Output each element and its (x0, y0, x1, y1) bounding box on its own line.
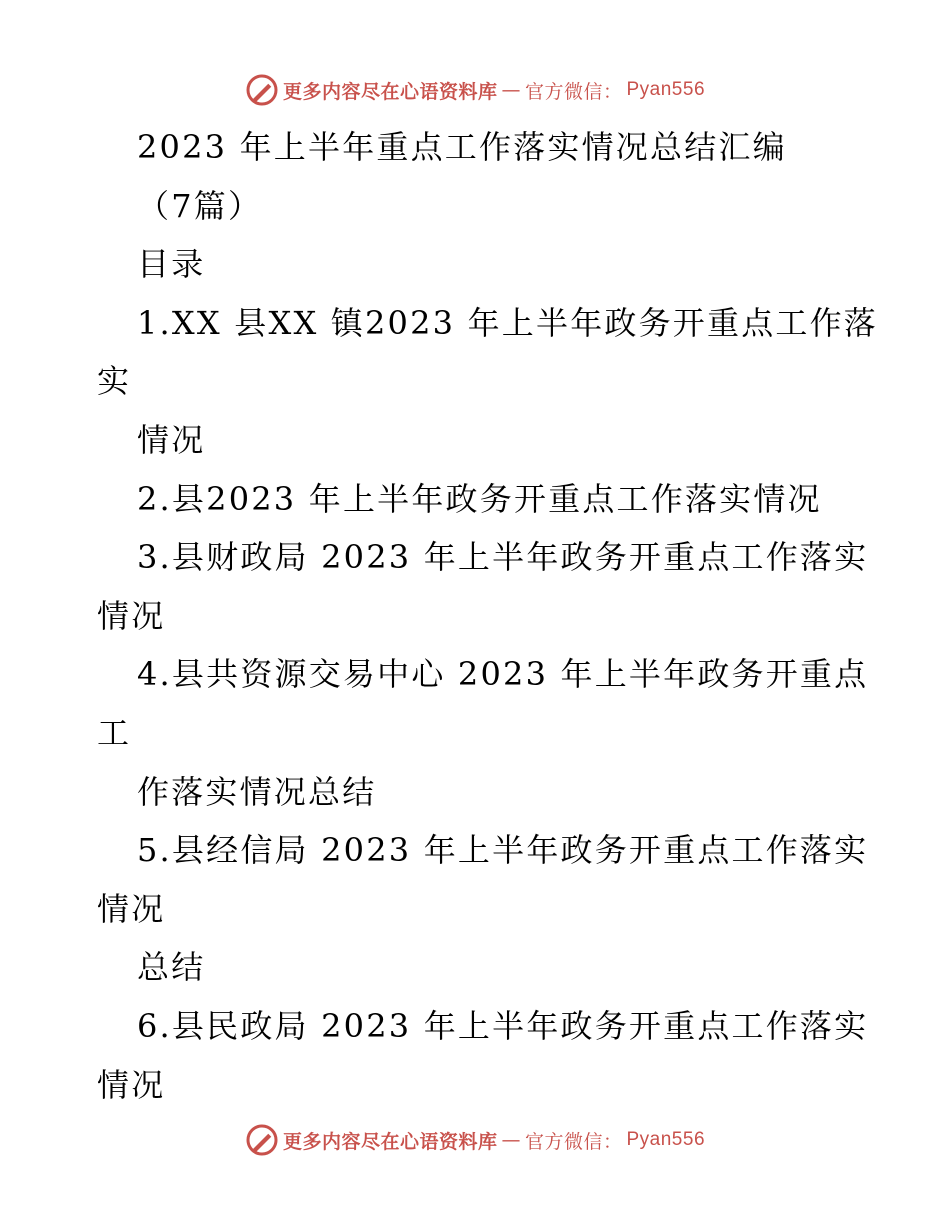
watermark-label: 更多内容尽在心语资料库 (282, 1130, 498, 1153)
document-line: （7篇） (137, 186, 263, 225)
watermark-dash: — (501, 1129, 521, 1151)
document-line: 情况 (97, 889, 166, 928)
document-body (97, 118, 879, 1114)
watermark-dash: — (501, 79, 521, 101)
document-line: 情况 (97, 596, 166, 635)
watermark-header (0, 70, 950, 110)
watermark-wechat-prefix: 官方微信： (524, 80, 623, 103)
document-line: 情况 (97, 1065, 166, 1104)
document-line: 目录 (137, 245, 206, 284)
document-line: 5.县经信局 2023 年上半年政务开重点工作落实 (137, 831, 869, 870)
document-line: 2023 年上半年重点工作落实情况总结汇编 (137, 128, 787, 166)
watermark-wechat-id: Pyan556 (626, 1129, 706, 1150)
document-line: 情况 (137, 420, 206, 459)
pen-logo-icon (245, 1123, 279, 1157)
watermark-wechat-id: Pyan556 (626, 79, 706, 100)
document-line: 3.县财政局 2023 年上半年政务开重点工作落实 (137, 538, 869, 577)
document-line: 工 (97, 713, 132, 752)
document-line: 作落实情况总结 (137, 772, 377, 811)
document-line: 实 (97, 362, 132, 401)
watermark-label: 更多内容尽在心语资料库 (282, 80, 498, 103)
document-line: 1.XX 县XX 镇2023 年上半年政务开重点工作落 (137, 303, 879, 342)
document-line: 总结 (137, 948, 206, 987)
watermark-footer (0, 1120, 950, 1160)
document-line: 6.县民政局 2023 年上半年政务开重点工作落实 (137, 1006, 869, 1045)
document-line: 2.县2023 年上半年政务开重点工作落实情况 (137, 479, 822, 518)
pen-logo-icon (245, 73, 279, 107)
watermark-wechat-prefix: 官方微信： (524, 1130, 623, 1153)
document-line: 4.县共资源交易中心 2023 年上半年政务开重点 (137, 655, 869, 694)
